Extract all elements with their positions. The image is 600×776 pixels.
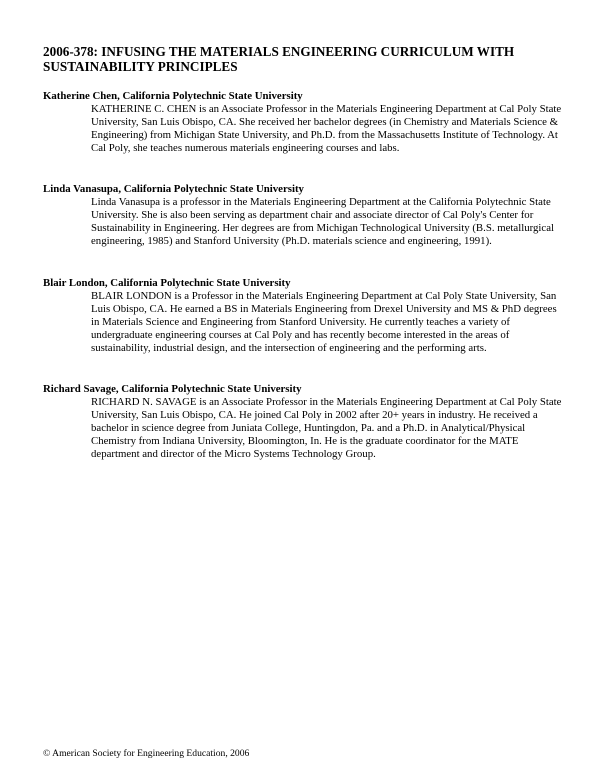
- author-bio-text: RICHARD N. SAVAGE is an Associate Professor in the Materials Engineering Department at Cal Poly State University, San Luis Obispo, CA. He joined Cal Poly in 2002 after 20+ years in industry. He received a bachelor in science degree from Juniata College, Huntingdon, Pa. and a Ph.D. in Analytical/Physical Chemistry from Indiana University, Bloomington, In. He is the graduate coordinator for the MATE department and director of the Micro Systems Technology Group.: [91, 396, 562, 461]
- paper-title: 2006-378: INFUSING THE MATERIALS ENGINEERING CURRICULUM WITH SUSTAINABILITY PRINCIPLES: [43, 44, 515, 74]
- author-bio: [43, 90, 563, 155]
- author-name: Richard Savage, California Polytechnic State University: [43, 383, 302, 395]
- author-bio: [43, 277, 563, 355]
- copyright-footer: © American Society for Engineering Education, 2006: [43, 748, 250, 759]
- author-bio-text: KATHERINE C. CHEN is an Associate Professor in the Materials Engineering Department at Cal Poly State University, San Luis Obispo, CA. She received her bachelor degrees (in Chemistry and Materials Science & Engineering) from Michigan State University, and Ph.D. from the Massachusetts Institute of Technology. At Cal Poly, she teaches numerous materials engineering courses and labs.: [91, 103, 562, 155]
- author-bio: [43, 183, 563, 248]
- author-bio: [43, 383, 563, 461]
- author-name: Katherine Chen, California Polytechnic State University: [43, 90, 303, 102]
- author-bio-text: Linda Vanasupa is a professor in the Materials Engineering Department at the California Polytechnic State University. She is also been serving as department chair and associate director of Cal Poly's Center for Sustainability in Engineering. Her degrees are from Michigan Technological University (B.S. metallurgical engineering, 1985) and Stanford University (Ph.D. materials science and engineering, 1991).: [91, 196, 554, 248]
- author-name: Blair London, California Polytechnic State University: [43, 277, 291, 289]
- author-bio-text: BLAIR LONDON is a Professor in the Materials Engineering Department at Cal Poly State University, San Luis Obispo, CA. He earned a BS in Materials Engineering from Drexel University and MS & PhD degrees in Materials Science and Engineering from Stanford University. He currently teaches a variety of undergraduate engineering courses at Cal Poly and has recently become interested in the areas of sustainability, industrial design, and the intersection of engineering and the performing arts.: [91, 290, 557, 355]
- author-name: Linda Vanasupa, California Polytechnic State University: [43, 183, 304, 195]
